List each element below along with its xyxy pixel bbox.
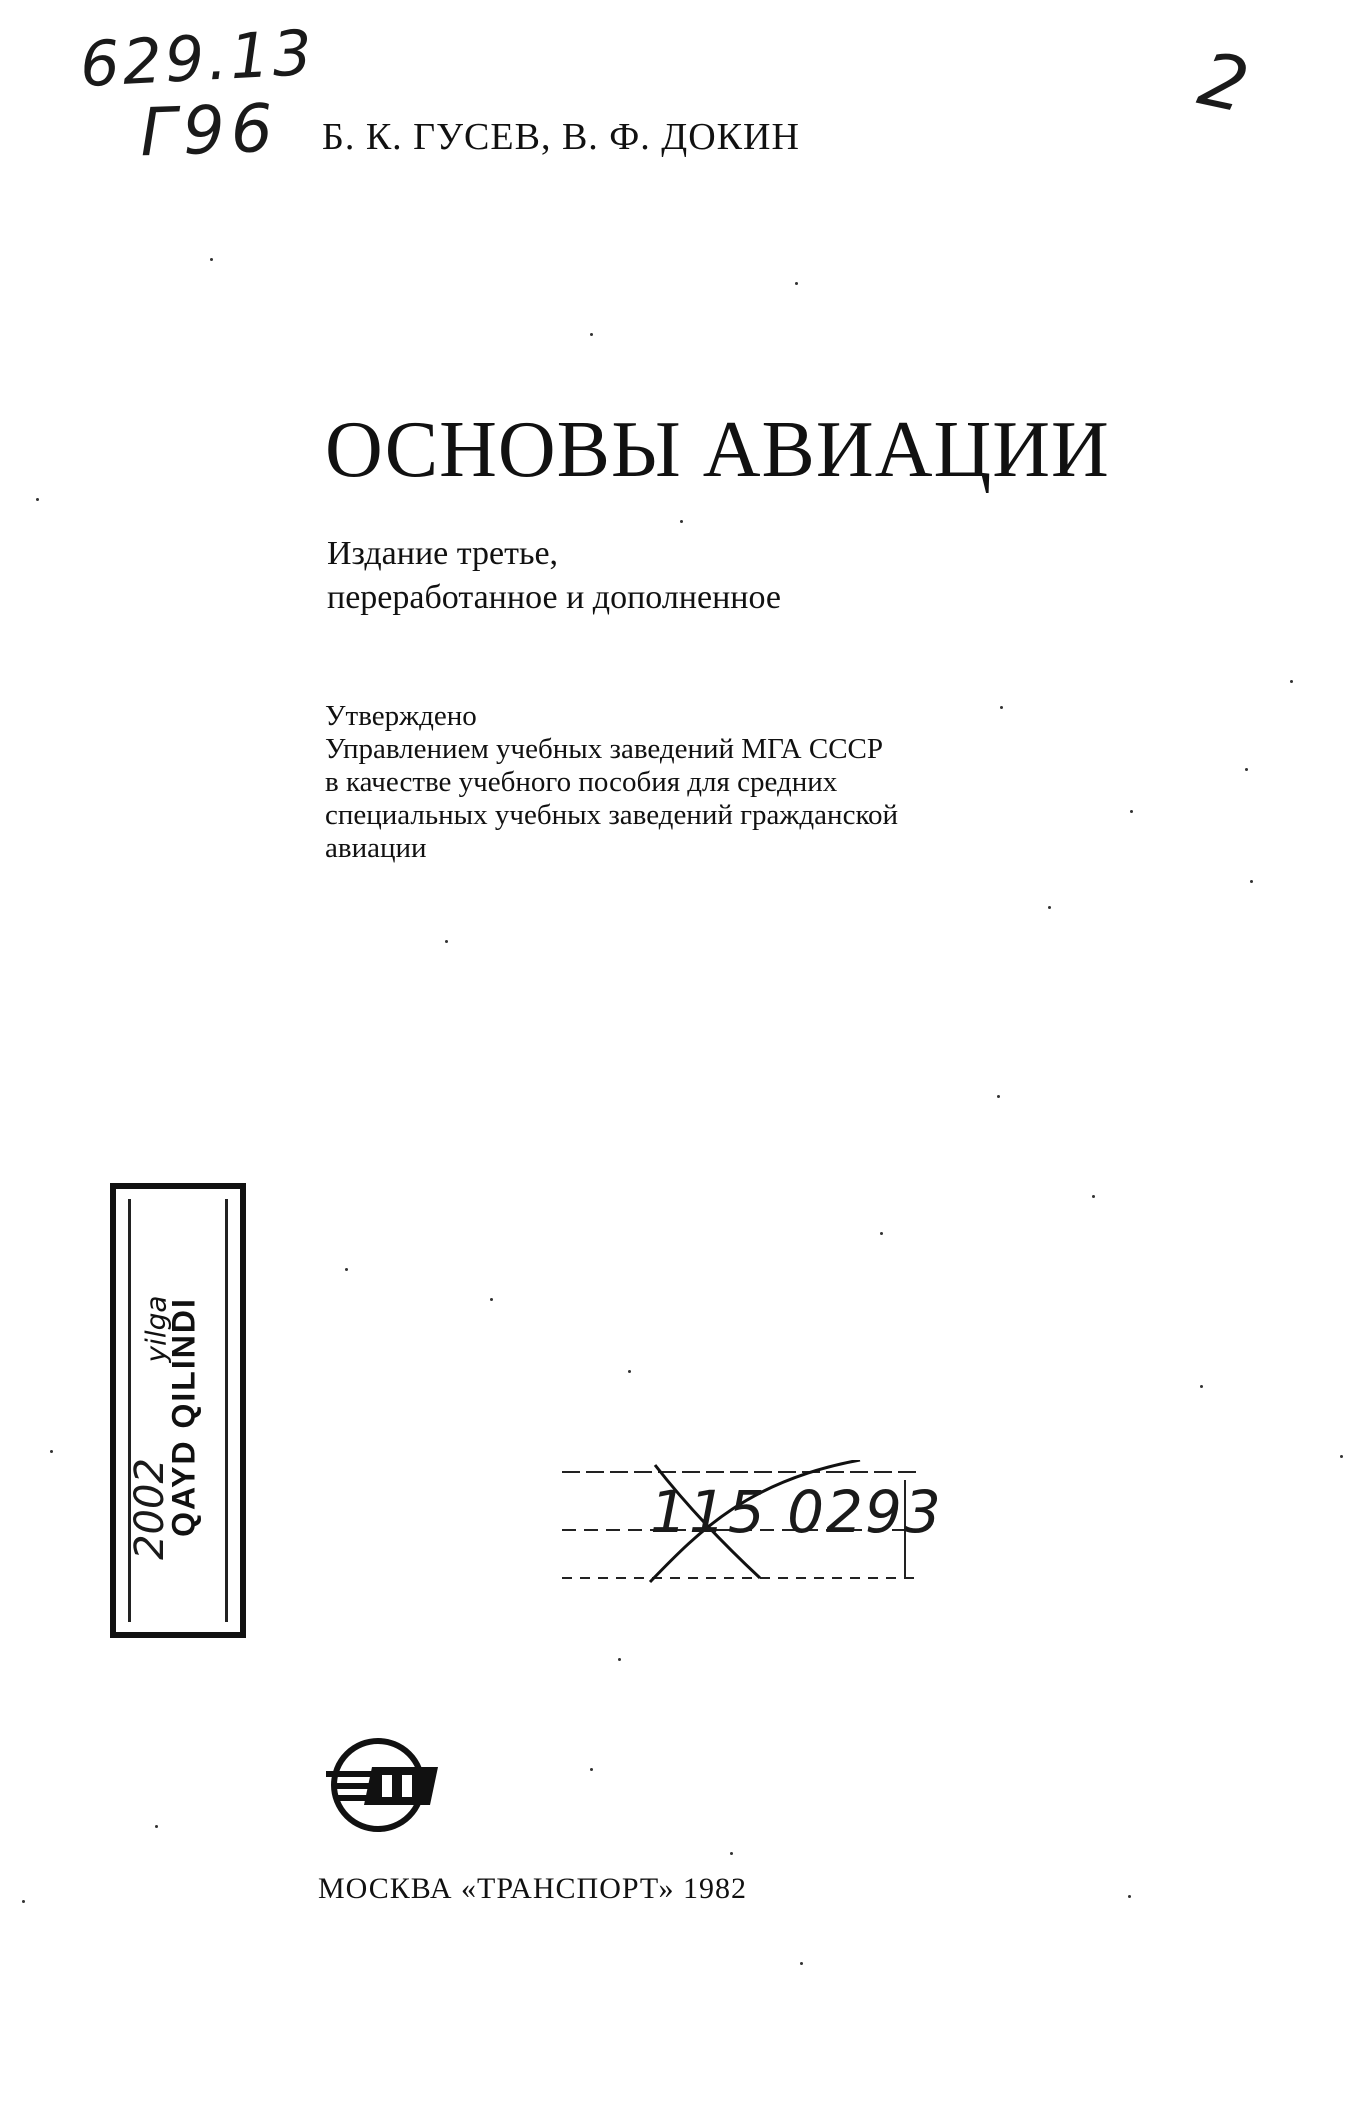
scan-speck — [680, 520, 683, 523]
registration-stamp — [110, 1183, 246, 1638]
stamp-text: QAYD QILINDI — [165, 1297, 202, 1537]
scan-speck — [1200, 1385, 1203, 1388]
scan-speck — [1290, 680, 1293, 683]
inventory-number-handwritten: 115 0293 — [650, 1478, 943, 1546]
scan-speck — [345, 1268, 348, 1271]
edition-info — [327, 532, 781, 620]
scan-speck — [155, 1825, 158, 1828]
corner-mark-handwritten: 2 — [1191, 36, 1256, 130]
scan-speck — [1000, 706, 1003, 709]
approval-line-4: специальных учебных заведений гражданской — [325, 799, 899, 831]
scan-speck — [445, 940, 448, 943]
scan-speck — [628, 1370, 631, 1373]
stamp-suffix: yilga — [139, 1295, 173, 1363]
scan-speck — [590, 1768, 593, 1771]
publisher-imprint: МОСКВА «ТРАНСПОРТ» 1982 — [318, 1872, 747, 1905]
approval-line-1: Утверждено — [325, 700, 477, 732]
book-title: ОСНОВЫ АВИАЦИИ — [325, 406, 1110, 494]
scan-speck — [36, 498, 39, 501]
scan-speck — [1250, 880, 1253, 883]
scan-speck — [22, 1900, 25, 1903]
call-letters-handwritten: Г96 — [138, 89, 281, 172]
scan-speck — [730, 1852, 733, 1855]
scan-speck — [590, 333, 593, 336]
scan-speck — [1340, 1455, 1343, 1458]
approval-line-3: в качестве учебного пособия для средних — [325, 766, 838, 798]
approval-notice — [325, 700, 898, 865]
approval-line-5: авиации — [325, 832, 427, 864]
scan-speck — [800, 1962, 803, 1965]
scan-speck — [1048, 906, 1051, 909]
call-number-handwritten: 629.13 — [78, 15, 317, 102]
transport-publisher-logo — [318, 1735, 458, 1835]
approval-line-2: Управлением учебных заведений МГА СССР — [325, 733, 884, 765]
edition-line-1: Издание третье, — [327, 535, 559, 572]
scan-speck — [618, 1658, 621, 1661]
scan-speck — [1128, 1895, 1131, 1898]
scan-speck — [1245, 768, 1248, 771]
edition-line-2: переработанное и дополненное — [327, 579, 781, 616]
scan-speck — [490, 1298, 493, 1301]
scan-speck — [1092, 1195, 1095, 1198]
scan-speck — [50, 1450, 53, 1453]
authors: Б. К. ГУСЕВ, В. Ф. ДОКИН — [322, 116, 800, 158]
scan-speck — [1130, 810, 1133, 813]
scan-speck — [997, 1095, 1000, 1098]
scan-speck — [795, 282, 798, 285]
scan-speck — [210, 258, 213, 261]
stamp-handwritten-year: 2002 — [127, 1458, 173, 1560]
scan-speck — [880, 1232, 883, 1235]
